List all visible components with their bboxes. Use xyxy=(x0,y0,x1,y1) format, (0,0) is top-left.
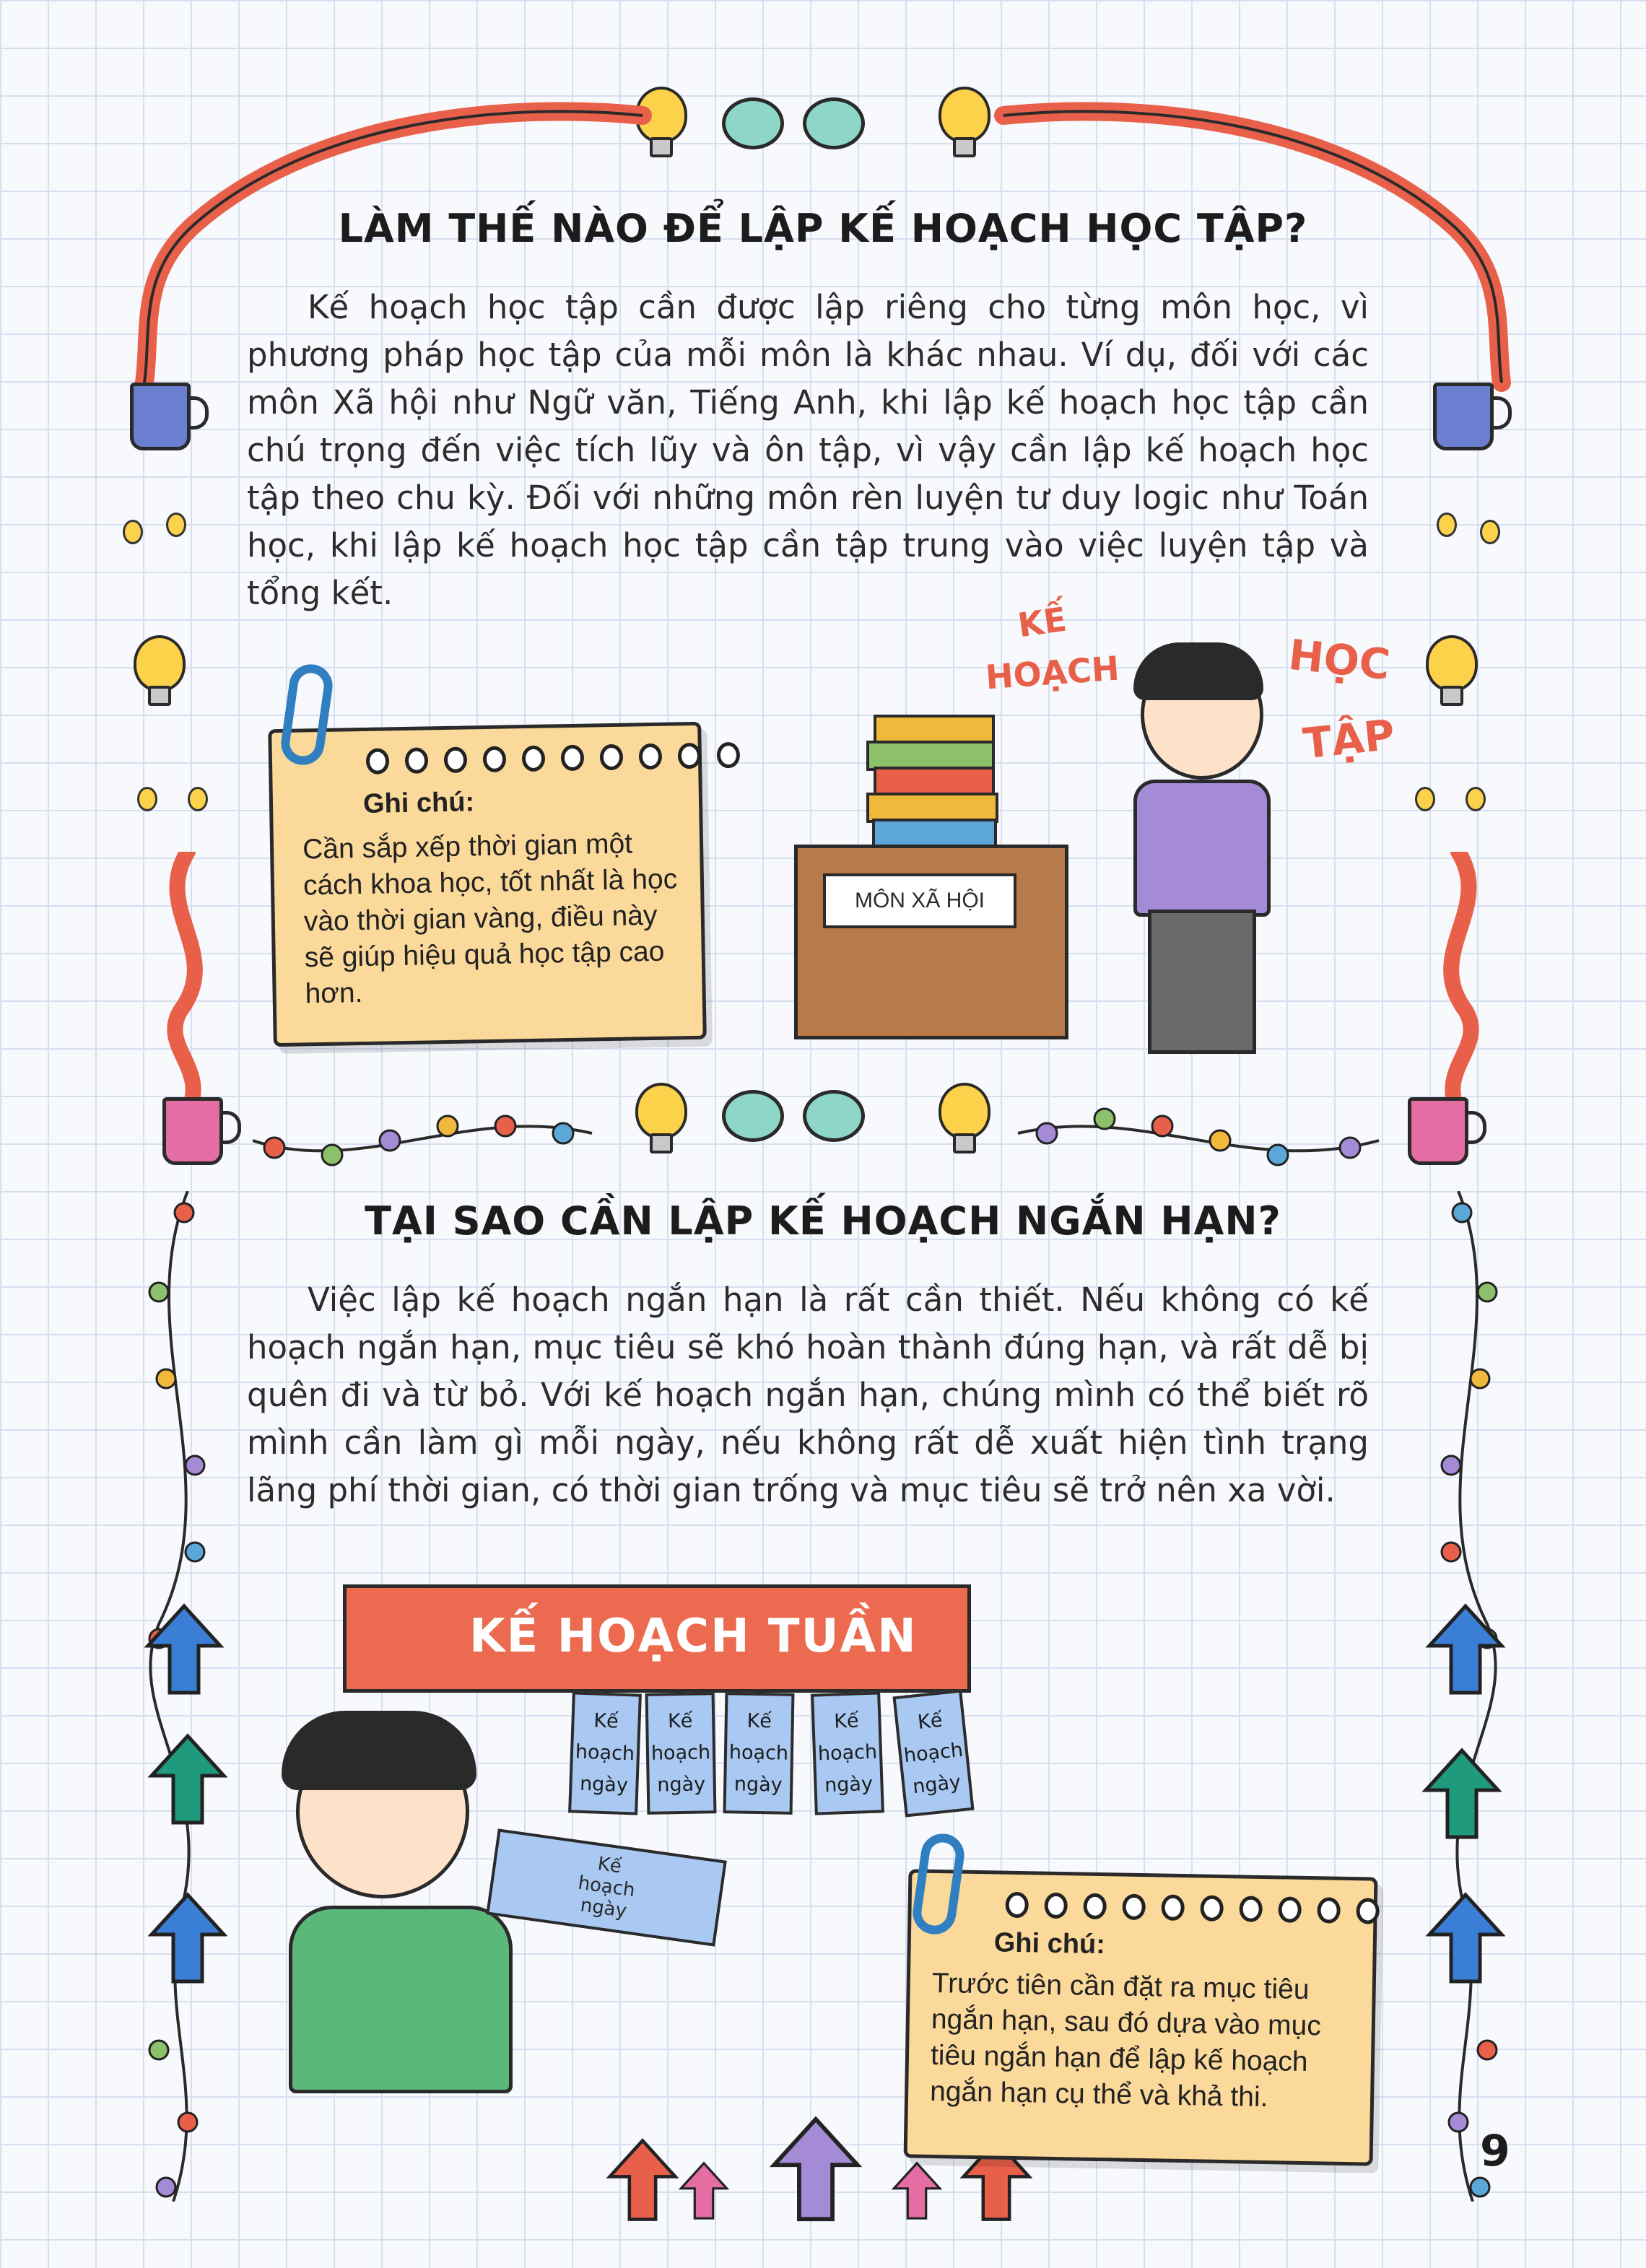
note-title: Ghi chú: xyxy=(362,787,475,819)
string-light-icon xyxy=(123,520,143,544)
weekly-plan-banner xyxy=(343,1584,971,1693)
daily-plan-sticky: Kế hoạch ngày xyxy=(723,1692,795,1815)
note-body: Cần sắp xếp thời gian một cách khoa học, tốt nhất là học vào thời gian vàng, điều này sẽ giúp hiệu quả học tập cao hơn. xyxy=(302,828,678,1010)
steam-swirl-left xyxy=(144,852,231,1112)
banner-text: KẾ HOẠCH TUẦN xyxy=(469,1610,918,1663)
book-stack xyxy=(866,715,996,845)
arrow-up-icon xyxy=(606,2137,679,2223)
string-lights-row xyxy=(253,1097,1393,1177)
held-daily-plan-paper: Kế hoạch ngày xyxy=(486,1828,727,1946)
note-card xyxy=(268,722,707,1047)
lightbulb-icon xyxy=(134,635,186,692)
note-body: Trước tiên cần đặt ra mục tiêu ngắn hạn, sau đó dựa vào mục tiêu ngắn hạn để lập kế hoạch ngắn hạn cụ thể và khả thi. xyxy=(929,1967,1322,2114)
glasses-icon xyxy=(722,97,866,148)
arrow-up-icon xyxy=(769,2115,863,2223)
arrow-up-icon xyxy=(892,2158,942,2223)
string-light-icon xyxy=(137,787,157,811)
string-light-icon xyxy=(1415,787,1435,811)
mug-icon xyxy=(162,1097,223,1165)
lightbulb-icon xyxy=(939,87,990,143)
mug-icon xyxy=(130,383,191,450)
mug-icon xyxy=(1433,383,1494,450)
lightbulb-icon xyxy=(1426,635,1478,692)
desk-sign: MÔN XÃ HỘI xyxy=(823,873,1016,928)
daily-plan-sticky: Kế hoạch ngày xyxy=(892,1689,974,1817)
arrow-up-icon xyxy=(679,2158,729,2223)
steam-swirl-right xyxy=(1415,852,1502,1112)
title-word-hoach: HOẠCH xyxy=(984,648,1121,697)
daily-plan-sticky: Kế hoạch ngày xyxy=(645,1692,717,1815)
note-card xyxy=(904,1869,1378,2165)
page-number: 9 xyxy=(1480,2126,1510,2176)
daily-plan-sticky: Kế hoạch ngày xyxy=(568,1691,642,1815)
section1-paragraph: Kế hoạch học tập cần được lập riêng cho từng môn học, vì phương pháp học tập của mỗi môn là khác nhau. Ví dụ, đối với các môn Xã hội như Ngữ văn, Tiếng Anh, khi lập kế hoạch học tập cần chú trọng đến việc tích lũy và ôn tập, vì vậy cần lập kế hoạch học tập theo chu kỳ. Đối với những môn rèn luyện tư duy logic như Toán học, khi lập kế hoạch học tập cần tập trung vào việc luyện tập và tổng kết. xyxy=(247,288,1369,612)
arrow-up-icon xyxy=(1426,1602,1505,1696)
string-light-icon xyxy=(166,513,186,537)
title-word-ke: KẾ xyxy=(1015,599,1069,645)
notebook-rings xyxy=(366,741,757,777)
arrow-up-icon xyxy=(144,1602,224,1696)
arrow-up-icon xyxy=(148,1891,227,1985)
section2-paragraph: Việc lập kế hoạch ngắn hạn là rất cần thiết. Nếu không có kế hoạch ngắn hạn, mục tiêu sẽ khó hoàn thành đúng hạn, và rất dễ bị quên đi và từ bỏ. Với kế hoạch ngắn hạn, chúng mình có thể biết rõ mình cần làm gì mỗi ngày, nếu không rất dễ xuất hiện tình trạng lãng phí thời gian, có thời gian trống và mục tiêu sẽ trở nên xa vời. xyxy=(247,1281,1369,1509)
arrow-up-icon xyxy=(1426,1891,1505,1985)
string-lights-left xyxy=(116,1191,231,2202)
section1-heading: LÀM THẾ NÀO ĐỂ LẬP KẾ HOẠCH HỌC TẬP? xyxy=(338,206,1308,251)
string-lights-right xyxy=(1415,1191,1530,2202)
arrow-up-icon xyxy=(148,1732,227,1826)
notebook-rings xyxy=(1005,1892,1395,1927)
title-word-hoc: HỌC xyxy=(1286,629,1393,690)
section2-heading: TẠI SAO CẦN LẬP KẾ HOẠCH NGẮN HẠN? xyxy=(365,1198,1281,1244)
note-title: Ghi chú: xyxy=(993,1927,1106,1960)
daily-plan-sticky: Kế hoạch ngày xyxy=(811,1691,884,1815)
title-word-tap: TẬP xyxy=(1300,710,1398,769)
boy-thinking xyxy=(1126,650,1271,1054)
mug-icon xyxy=(1408,1097,1468,1165)
string-light-icon xyxy=(1437,513,1457,537)
string-light-icon xyxy=(188,787,208,811)
string-light-icon xyxy=(1480,520,1500,544)
arrow-up-icon xyxy=(1422,1747,1502,1841)
string-light-icon xyxy=(1466,787,1486,811)
